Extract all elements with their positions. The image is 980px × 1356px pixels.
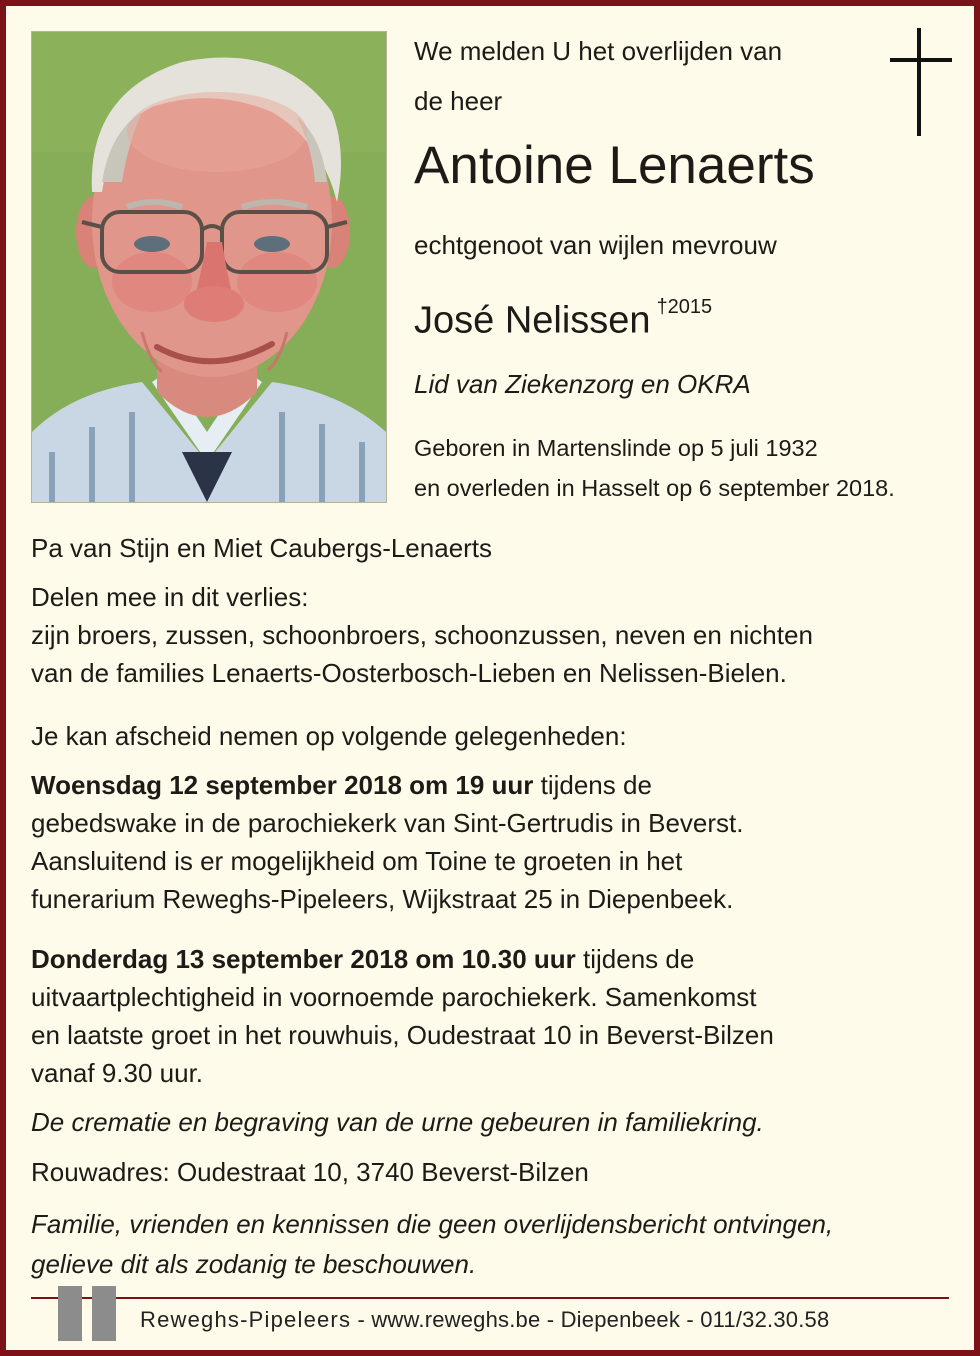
event-wake-line-4: funerarium Reweghs-Pipeleers, Wijkstraat 25 in Diepenbeek. bbox=[31, 884, 734, 914]
cremation-note: De crematie en begraving van de urne gebeuren in familiekring. bbox=[31, 1107, 764, 1137]
life-dates bbox=[414, 428, 895, 508]
intro-line-2: de heer bbox=[414, 86, 503, 116]
share-intro: Delen mee in dit verlies: bbox=[31, 582, 309, 612]
footer-separator-1: - bbox=[351, 1307, 372, 1332]
farewell-intro: Je kan afscheid nemen op volgende gelegenheden: bbox=[31, 721, 627, 751]
event-funeral-date: Donderdag 13 september 2018 om 10.30 uur bbox=[31, 944, 576, 974]
membership: Lid van Ziekenzorg en OKRA bbox=[414, 369, 751, 399]
notice-line-2: gelieve dit als zodanig te beschouwen. bbox=[31, 1249, 477, 1279]
spouse-death-mark: †2015 bbox=[656, 296, 713, 318]
footer-company: Reweghs-Pipeleers bbox=[140, 1307, 352, 1332]
footer-website[interactable]: www.reweghs.be bbox=[371, 1307, 541, 1332]
event-wake-date: Woensdag 12 september 2018 om 19 uur bbox=[31, 770, 534, 800]
footer-town: Diepenbeek bbox=[560, 1307, 681, 1332]
family-share bbox=[31, 578, 813, 692]
event-funeral-line-2: uitvaartplechtigheid in voornoemde parochiekerk. Samenkomst bbox=[31, 982, 757, 1012]
notice-text bbox=[31, 1204, 833, 1284]
event-funeral-line-1 bbox=[31, 940, 774, 978]
spouse-intro: echtgenoot van wijlen mevrouw bbox=[414, 230, 777, 260]
died-line: en overleden in Hasselt op 6 september 2018. bbox=[414, 475, 895, 501]
event-funeral-line-4: vanaf 9.30 uur. bbox=[31, 1058, 204, 1088]
share-line-1: zijn broers, zussen, schoonbroers, schoonzussen, neven en nichten bbox=[31, 620, 813, 650]
event-funeral-line-1-rest: tijdens de bbox=[575, 944, 695, 974]
death-notice bbox=[6, 6, 974, 1350]
footer-contact bbox=[140, 1302, 829, 1338]
footer-divider bbox=[31, 1297, 949, 1299]
event-wake-line-1 bbox=[31, 766, 743, 804]
footer-separator-2: - bbox=[540, 1307, 561, 1332]
intro-text bbox=[414, 26, 782, 126]
spouse-name-block bbox=[414, 286, 712, 348]
event-funeral-line-3: en laatste groet in het rouwhuis, Oudestraat 10 in Beverst-Bilzen bbox=[31, 1020, 774, 1050]
event-wake-line-3: Aansluitend is er mogelijkheid om Toine te groeten in het bbox=[31, 846, 683, 876]
spouse-name: José Nelissen bbox=[414, 299, 651, 342]
mourning-address: Rouwadres: Oudestraat 10, 3740 Beverst-Bilzen bbox=[31, 1157, 589, 1187]
notice-line-1: Familie, vrienden en kennissen die geen overlijdensbericht ontvingen, bbox=[31, 1209, 834, 1239]
event-wake bbox=[31, 766, 743, 918]
portrait-photo bbox=[31, 31, 387, 503]
cross-icon bbox=[890, 28, 952, 136]
funeral-home-logo-icon bbox=[58, 1286, 118, 1341]
deceased-name: Antoine Lenaerts bbox=[414, 136, 815, 195]
event-funeral bbox=[31, 940, 774, 1092]
share-line-2: van de families Lenaerts-Oosterbosch-Lieben en Nelissen-Bielen. bbox=[31, 658, 787, 688]
event-wake-line-2: gebedswake in de parochiekerk van Sint-Gertrudis in Beverst. bbox=[31, 808, 744, 838]
intro-line-1: We melden U het overlijden van bbox=[414, 36, 783, 66]
children-line: Pa van Stijn en Miet Caubergs-Lenaerts bbox=[31, 533, 493, 563]
event-wake-line-1-rest: tijdens de bbox=[533, 770, 652, 800]
footer-phone: 011/32.30.58 bbox=[700, 1307, 830, 1332]
born-line: Geboren in Martenslinde op 5 juli 1932 bbox=[414, 435, 818, 461]
footer-separator-3: - bbox=[680, 1307, 701, 1332]
